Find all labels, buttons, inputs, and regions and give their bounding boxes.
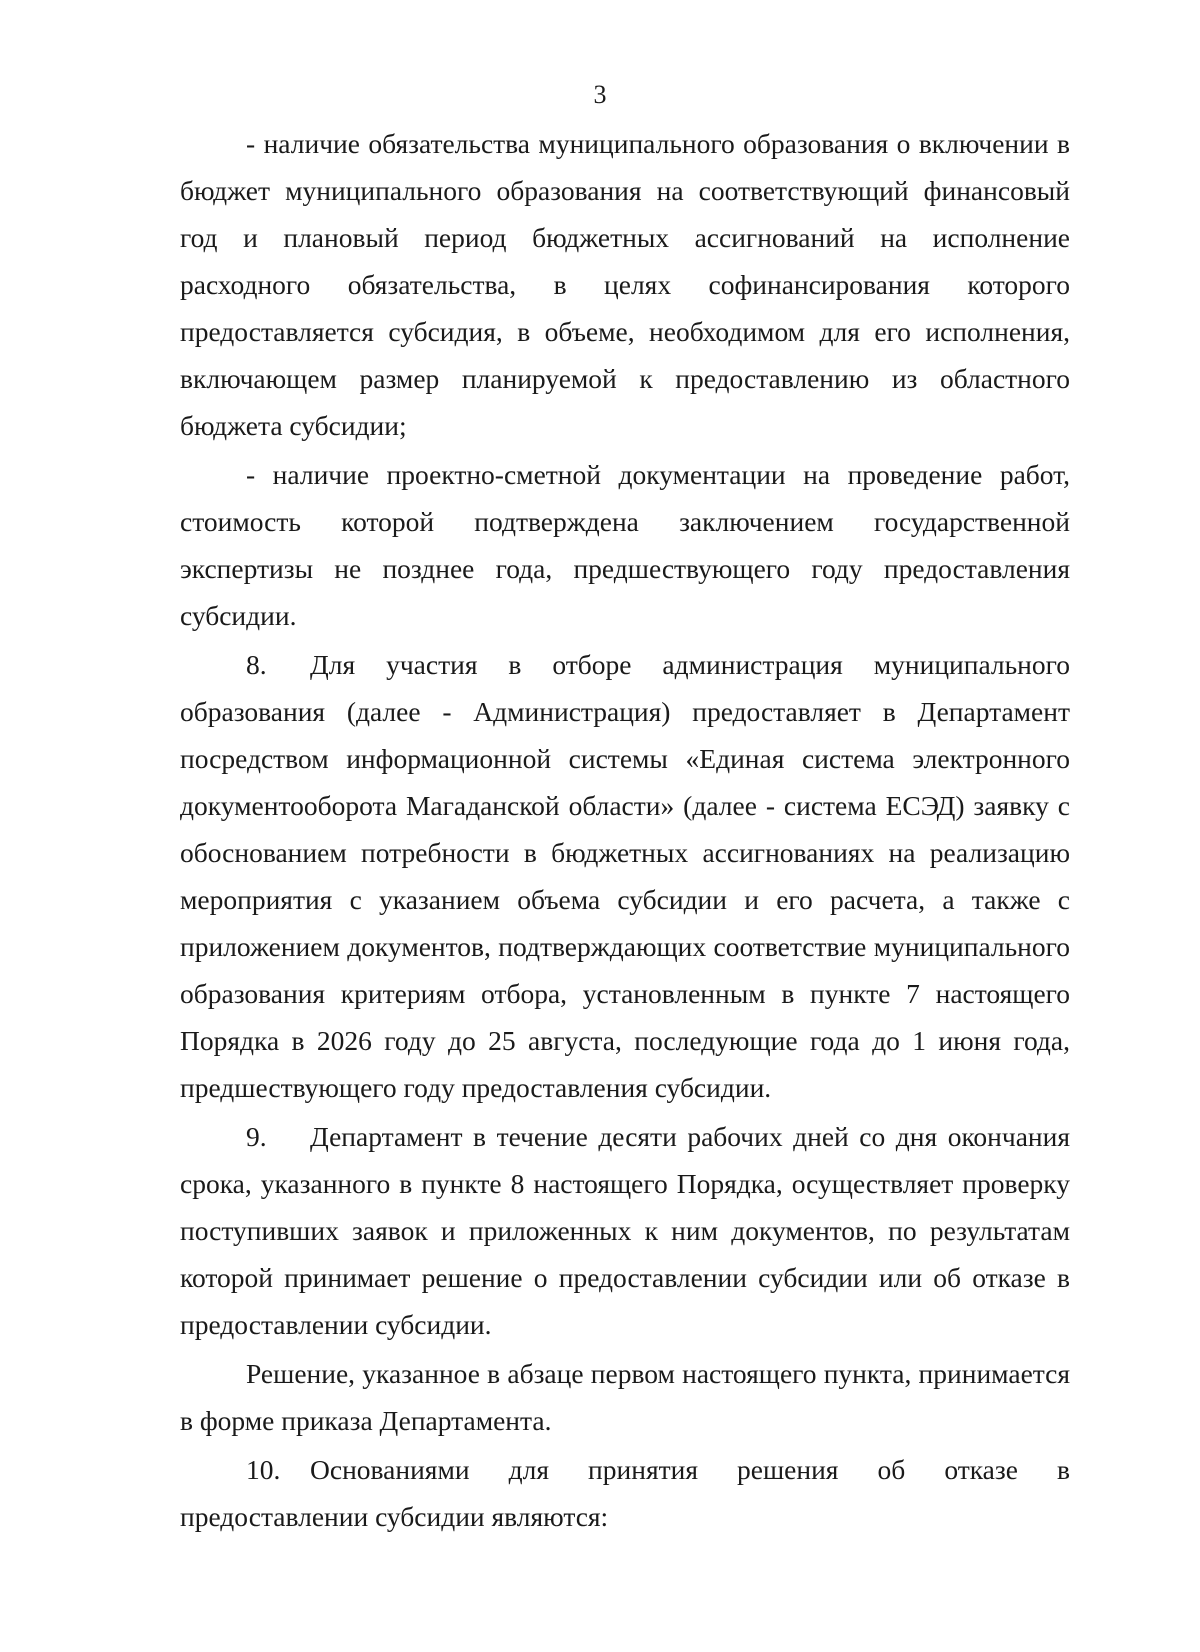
paragraph-number: 9. (246, 1121, 267, 1152)
paragraph-item-10 (180, 1446, 1070, 1540)
paragraph-item-9 (180, 1113, 1070, 1348)
paragraph-text: - наличие обязательства муниципального образования о включении в бюджет муниципального образования на соответствующий финансовый год и плановый период бюджетных ассигнований на исполнение расходного обязательства, в целях софинансирования которого предоставляется субсидия, в объеме, необходимом для его исполнения, включающем размер планируемой к предоставлению из областного бюджета субсидии; (180, 128, 1070, 441)
paragraph-project-documentation (180, 451, 1070, 639)
paragraph-number: 10. (246, 1454, 281, 1485)
paragraph-text: Для участия в отборе администрация муниципального образования (далее - Администрация) предоставляет в Департамент посредством информационной системы «Единая система электронного документооборота Магаданской области» (далее - система ЕСЭД) заявку с обоснованием потребности в бюджетных ассигнованиях на реализацию мероприятия с указанием объема субсидии и его расчета, а также с приложением документов, подтверждающих соответствие муниципального образования критериям отбора, установленным в пункте 7 настоящего Порядка в 2026 году до 25 августа, последующие года до 1 июня года, предшествующего году предоставления субсидии. (180, 649, 1070, 1103)
document-body (180, 120, 1070, 1542)
paragraph-text: Решение, указанное в абзаце первом настоящего пункта, принимается в форме приказа Департамента. (180, 1358, 1070, 1436)
page-number: 3 (593, 80, 607, 109)
paragraph-number: 8. (246, 649, 267, 680)
paragraph-item-8 (180, 641, 1070, 1111)
paragraph-text: Основаниями для принятия решения об отказе в предоставлении субсидии являются: (180, 1454, 1070, 1532)
paragraph-text: - наличие проектно-сметной документации на проведение работ, стоимость которой подтверждена заключением государственной экспертизы не позднее года, предшествующего году предоставления субсидии. (180, 459, 1070, 631)
paragraph-obligation-budget (180, 120, 1070, 449)
paragraph-text: Департамент в течение десяти рабочих дней со дня окончания срока, указанного в пункте 8 настоящего Порядка, осуществляет проверку поступивших заявок и приложенных к ним документов, по результатам которой принимает решение о предоставлении субсидии или об отказе в предоставлении субсидии. (180, 1121, 1070, 1340)
paragraph-decision-form (180, 1350, 1070, 1444)
